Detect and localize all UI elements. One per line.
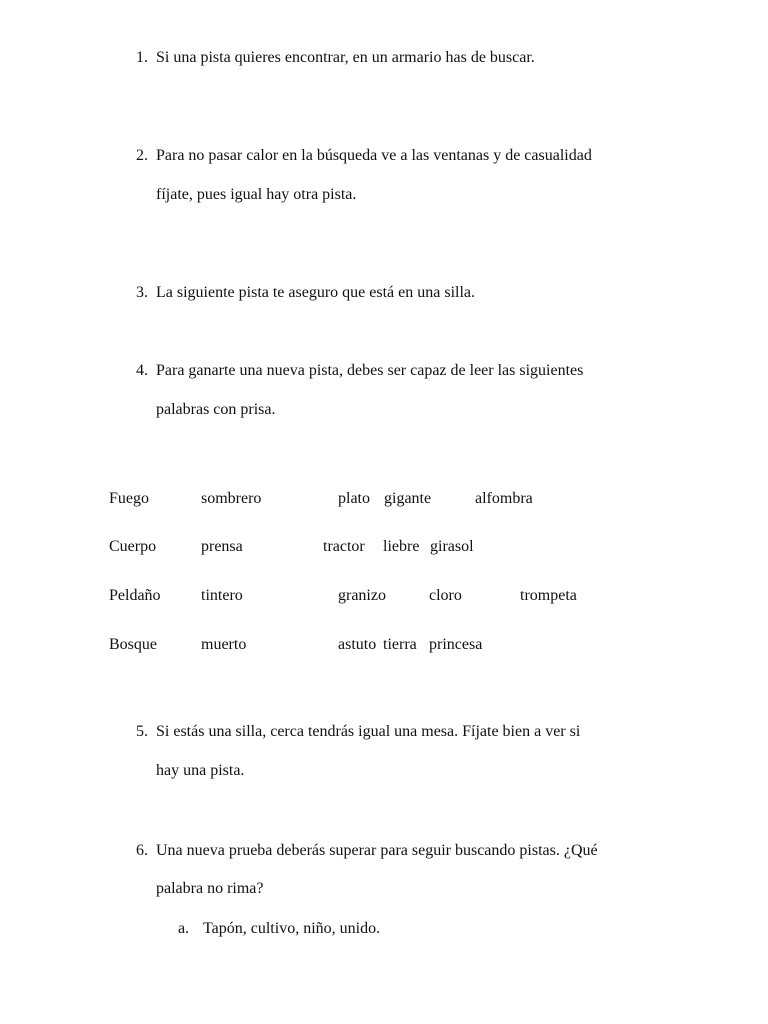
word: Cuerpo <box>109 538 157 555</box>
item-text-line: Para ganarte una nueva pista, debes ser capaz de leer las siguientes <box>156 362 584 379</box>
item-text-line: La siguiente pista te aseguro que está en una silla. <box>156 284 476 301</box>
sub-item-letter: a. <box>178 920 190 937</box>
item-text-line: Si una pista quieres encontrar, en un armario has de buscar. <box>156 49 535 66</box>
word: tierra <box>383 636 417 653</box>
word: Fuego <box>109 490 149 507</box>
word: sombrero <box>201 490 262 507</box>
sub-item-text: Tapón, cultivo, niño, unido. <box>203 920 381 937</box>
item-text-line: palabra no rima? <box>156 880 264 897</box>
word: gigante <box>384 490 432 507</box>
word: alfombra <box>475 490 533 507</box>
item-number: 3. <box>136 284 148 301</box>
item-number: 6. <box>136 842 148 859</box>
word: Bosque <box>109 636 157 653</box>
word: astuto <box>338 636 377 653</box>
word: tintero <box>201 587 243 604</box>
word: tractor <box>323 538 365 555</box>
word: cloro <box>429 587 462 604</box>
word: prensa <box>201 538 243 555</box>
word: Peldaño <box>109 587 161 604</box>
word: plato <box>338 490 370 507</box>
word: liebre <box>383 538 420 555</box>
word: muerto <box>201 636 247 653</box>
item-number: 5. <box>136 723 148 740</box>
item-number: 4. <box>136 362 148 379</box>
item-text-line: palabras con prisa. <box>156 401 276 418</box>
item-text-line: Una nueva prueba deberás superar para seguir buscando pistas. ¿Qué <box>156 842 598 859</box>
word: granizo <box>338 587 386 604</box>
item-text-line: Si estás una silla, cerca tendrás igual una mesa. Fíjate bien a ver si <box>156 723 581 740</box>
item-number: 1. <box>136 49 148 66</box>
item-text-line: Para no pasar calor en la búsqueda ve a las ventanas y de casualidad <box>156 147 592 164</box>
word: girasol <box>430 538 474 555</box>
item-text-line: fíjate, pues igual hay otra pista. <box>156 186 357 203</box>
word: trompeta <box>520 587 577 604</box>
item-text-line: hay una pista. <box>156 762 245 779</box>
item-number: 2. <box>136 147 148 164</box>
word: princesa <box>429 636 483 653</box>
